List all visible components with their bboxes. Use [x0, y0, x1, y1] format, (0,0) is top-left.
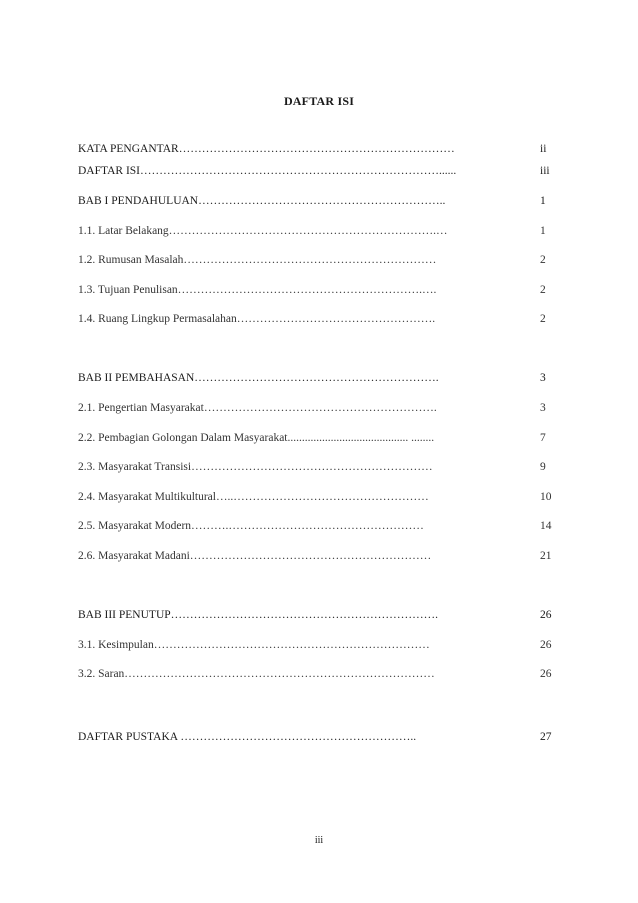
- toc-entry-2-1[interactable]: [78, 402, 546, 418]
- toc-entry-2-3[interactable]: [78, 461, 546, 477]
- toc-entry-page: ii: [540, 143, 547, 155]
- toc-entry-2-2[interactable]: [78, 432, 546, 448]
- toc-entry-page: 2: [540, 254, 546, 266]
- page-title: DAFTAR ISI: [283, 94, 355, 108]
- toc-entry-daftar-isi[interactable]: [78, 165, 550, 181]
- toc-entry-label: 2.4. Masyarakat Multikultural…..……………………………………………: [78, 491, 429, 503]
- toc-entry-label: BAB I PENDAHULUAN………………………………………………………..: [78, 195, 446, 207]
- toc-entry-3-2[interactable]: [78, 668, 552, 684]
- toc-entry-label: KATA PENGANTAR………………………………………………………………: [78, 143, 455, 155]
- toc-entry-label: 3.2. Saran………………………………………………………………………: [78, 668, 435, 680]
- toc-entry-label: 1.3. Tujuan Penulisan……………………………………………………….….: [78, 284, 437, 296]
- toc-entry-label: 2.6. Masyarakat Madani………………………………………………………: [78, 550, 432, 562]
- toc-entry-page: 9: [540, 461, 546, 473]
- toc-entry-label: 3.1. Kesimpulan………………………………………………………………: [78, 639, 430, 651]
- toc-entry-1-4[interactable]: [78, 313, 546, 329]
- toc-entry-page: 26: [540, 668, 552, 680]
- toc-entry-page: 10: [540, 491, 552, 503]
- toc-entry-2-6[interactable]: [78, 550, 552, 566]
- toc-entry-2-5[interactable]: [78, 520, 552, 536]
- toc-entry-label: 2.1. Pengertian Masyarakat…………………………………………………….: [78, 402, 437, 414]
- toc-entry-kata-pengantar[interactable]: [78, 143, 547, 159]
- toc-entry-label: 2.2. Pembagian Golongan Dalam Masyarakat.......................................... ........: [78, 432, 435, 444]
- toc-entry-label: 1.2. Rumusan Masalah…………………………………………………………: [78, 254, 437, 266]
- toc-entry-label: BAB III PENUTUP…………………………………………………………….: [78, 609, 439, 621]
- toc-entry-page: 14: [540, 520, 552, 532]
- toc-entry-daftar-pustaka[interactable]: [78, 731, 552, 747]
- toc-entry-page: 21: [540, 550, 552, 562]
- toc-entry-bab-1[interactable]: [78, 195, 546, 211]
- toc-entry-page: 2: [540, 284, 546, 296]
- toc-entry-label: 2.3. Masyarakat Transisi………………………………………………………: [78, 461, 433, 473]
- toc-entry-label: DAFTAR PUSTAKA ……………………………………………………..: [78, 731, 417, 743]
- toc-entry-page: iii: [540, 165, 550, 177]
- toc-entry-page: 26: [540, 609, 552, 621]
- toc-entry-1-2[interactable]: [78, 254, 546, 270]
- toc-entry-label: DAFTAR ISI……………………………………………………………………......: [78, 165, 457, 177]
- toc-entry-page: 1: [540, 225, 546, 237]
- toc-entry-bab-2[interactable]: [78, 372, 546, 388]
- toc-entry-label: 1.4. Ruang Lingkup Permasalahan…………………………………………….: [78, 313, 436, 325]
- toc-entry-page: 27: [540, 731, 552, 743]
- toc-entry-bab-3[interactable]: [78, 609, 552, 625]
- toc-entry-3-1[interactable]: [78, 639, 552, 655]
- toc-entry-page: 26: [540, 639, 552, 651]
- toc-entry-page: 3: [540, 402, 546, 414]
- toc-entry-label: 2.5. Masyarakat Modern……….……………………………………………: [78, 520, 424, 532]
- toc-entry-page: 3: [540, 372, 546, 384]
- toc-entry-label: BAB II PEMBAHASAN……………………………………………………….: [78, 372, 439, 384]
- footer-page-number: iii: [314, 835, 324, 846]
- toc-entry-label: 1.1. Latar Belakang…………………………………………………………….…: [78, 225, 448, 237]
- toc-entry-1-3[interactable]: [78, 284, 546, 300]
- toc-entry-page: 1: [540, 195, 546, 207]
- toc-entry-2-4[interactable]: [78, 491, 552, 507]
- toc-entry-1-1[interactable]: [78, 225, 546, 241]
- toc-entry-page: 2: [540, 313, 546, 325]
- toc-entry-page: 7: [540, 432, 546, 444]
